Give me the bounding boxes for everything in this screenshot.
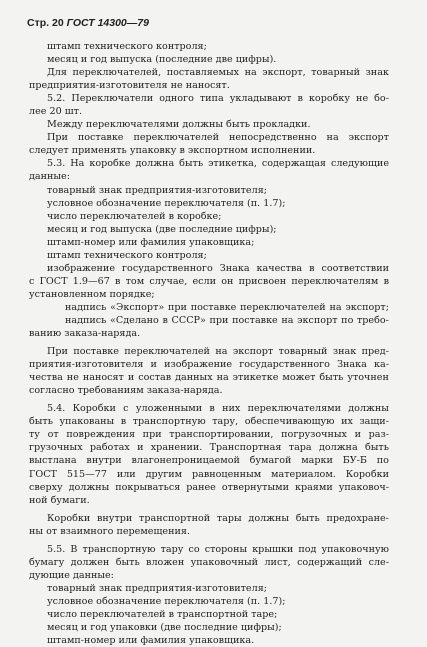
text-line: надпись «Экспорт» при поставке переключателей на экспорт; (65, 301, 389, 313)
text-line: товарный знак предприятия-изготовителя; (47, 184, 267, 196)
page-number: Стр. 20 (27, 17, 64, 29)
text-line: месяц и год упаковки (две последние цифры); (47, 622, 282, 634)
body-text (29, 40, 389, 647)
text-line: месяц и год выпуска (последние две цифры). (47, 54, 277, 66)
text-line: лее 20 шт. (29, 106, 83, 118)
text-line: месяц и год выпуска (две последние цифры); (47, 223, 277, 235)
text-line: При поставке переключателей на экспорт товарный знак пред- (47, 346, 389, 358)
text-line: ванию заказа-наряда. (29, 328, 141, 340)
text-line: условное обозначение переключателя (п. 1.7); (47, 197, 286, 209)
text-line: ГОСТ 515—77 или другим равноценным материалом. Коробки (29, 468, 389, 480)
standard-designation: ГОСТ 14300—79 (66, 17, 149, 29)
text-line: условное обозначение переключателя (п. 1.7); (47, 595, 286, 607)
text-line: следует применять упаковку в экспортном исполнении. (29, 145, 316, 157)
text-line: штамп технического контроля; (47, 41, 207, 52)
text-line: Для переключателей, поставляемых на экспорт, товарный знак (47, 67, 389, 79)
text-line: сверху должны покрываться ранее отвернутыми краями упаковоч- (29, 481, 389, 493)
text-line: 5.4. Коробки с уложенными в них переключателями должны (47, 403, 389, 415)
text-line: штамп-номер или фамилия упаковщика; (47, 236, 255, 248)
text-line: установленном порядке; (29, 288, 155, 300)
text-line: 5.2. Переключатели одного типа укладывают в коробку не бо- (47, 93, 389, 105)
text-line: предприятия-изготовителя не наносят. (29, 80, 230, 92)
text-line: ны от взаимного перемещения. (29, 525, 190, 537)
text-line: выстлана внутри влагонепроницаемой бумагой марки БУ-Б по (29, 455, 389, 467)
text-line: 5.5. В транспортную тару со стороны крышки под упаковочную (47, 543, 389, 555)
text-line: ной бумаги. (29, 494, 90, 506)
text-line: 5.3. На коробке должна быть этикетка, содержащая следующие (47, 158, 389, 170)
text-line: штамп технического контроля; (47, 249, 207, 261)
page-header (27, 17, 149, 29)
text-line: приятия-изготовителя и изображение государственного Знака ка- (29, 359, 389, 371)
text-line: число переключателей в транспортной таре; (47, 608, 278, 620)
text-line: изображение государственного Знака качества в соответствии (47, 262, 389, 274)
text-line: товарный знак предприятия-изготовителя; (47, 582, 267, 594)
text-line: дующие данные: (29, 569, 114, 581)
text-line: бумагу должен быть вложен упаковочный лист, содержащий сле- (29, 556, 389, 568)
text-line: согласно требованиям заказа-наряда. (29, 385, 223, 397)
text-line: число переключателей в коробке; (47, 210, 222, 222)
text-line: чества не наносят и состав данных на этикетке может быть уточнен (29, 372, 389, 384)
text-line: ту от повреждения при транспортировании, погрузочных и раз- (29, 429, 389, 441)
text-line: быть упакованы в транспортную тару, обеспечивающую их защи- (29, 416, 389, 428)
text-line: надпись «Сделано в СССР» при поставке на экспорт по требо- (65, 314, 389, 326)
text-line: Коробки внутри транспортной тары должны быть предохране- (47, 512, 389, 524)
text-line: штамп-номер или фамилия упаковщика. (47, 635, 255, 647)
text-line: с ГОСТ 1.9—67 в том случае, если он присвоен переключателям в (29, 275, 389, 287)
text-line: данные: (29, 171, 70, 183)
text-line: грузочных работах и хранении. Транспортная тара должна быть (29, 442, 389, 454)
text-line: При поставке переключателей непосредственно на экспорт (47, 132, 389, 144)
text-line: Между переключателями должны быть прокладки. (47, 119, 311, 131)
